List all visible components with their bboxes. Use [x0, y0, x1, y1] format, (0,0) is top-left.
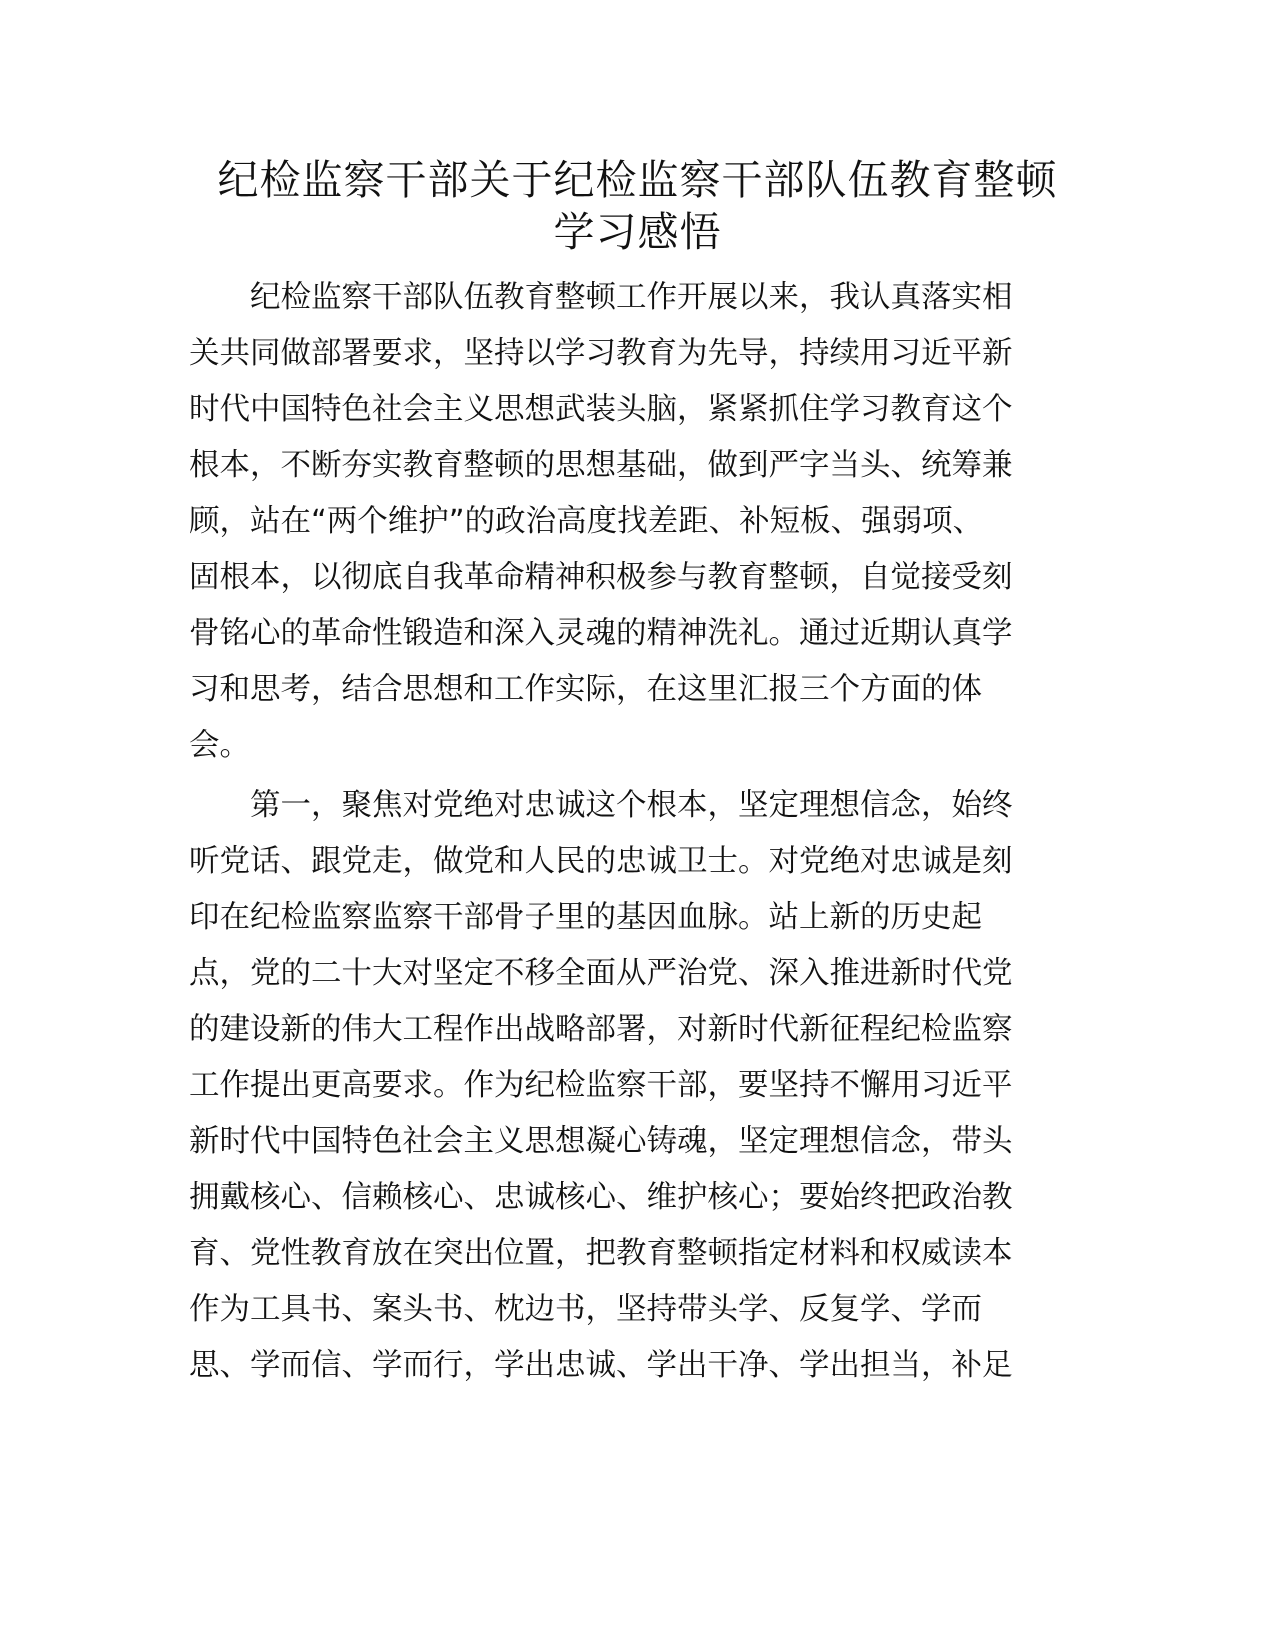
paragraph-2-line: 印在纪检监察监察干部骨子里的基因血脉。站上新的历史起 — [189, 900, 982, 935]
document-title-line-2: 学习感悟 — [553, 208, 722, 256]
paragraph-2-line: 拥戴核心、信赖核心、忠诚核心、维护核心；要始终把政治教 — [189, 1180, 1013, 1215]
paragraph-2-line: 育、党性教育放在突出位置，把教育整顿指定材料和权威读本 — [189, 1236, 1013, 1271]
paragraph-1-line: 顾，站在“两个维护”的政治高度找差距、补短板、强弱项、 — [189, 504, 984, 539]
paragraph-1-line: 关共同做部署要求，坚持以学习教育为先导，持续用习近平新 — [189, 336, 1013, 371]
paragraph-2-line: 听党话、跟党走，做党和人民的忠诚卫士。对党绝对忠诚是刻 — [189, 844, 1013, 879]
paragraph-2-line: 的建设新的伟大工程作出战略部署，对新时代新征程纪检监察 — [189, 1012, 1013, 1047]
paragraph-1-line: 习和思考，结合思想和工作实际，在这里汇报三个方面的体 — [189, 672, 982, 707]
paragraph-2-line: 点，党的二十大对坚定不移全面从严治党、深入推进新时代党 — [189, 956, 1013, 991]
paragraph-2-line: 第一，聚焦对党绝对忠诚这个根本，坚定理想信念，始终 — [189, 788, 1013, 823]
paragraph-2-line: 新时代中国特色社会主义思想凝心铸魂，坚定理想信念，带头 — [189, 1124, 1013, 1159]
document-title-line-1: 纪检监察干部关于纪检监察干部队伍教育整顿 — [217, 156, 1058, 204]
paragraph-2-line: 工作提出更高要求。作为纪检监察干部，要坚持不懈用习近平 — [189, 1068, 1013, 1103]
paragraph-2-line: 作为工具书、案头书、枕边书，坚持带头学、反复学、学而 — [189, 1292, 982, 1327]
paragraph-1-line: 纪检监察干部队伍教育整顿工作开展以来，我认真落实相 — [189, 280, 1013, 315]
paragraph-1-line: 骨铭心的革命性锻造和深入灵魂的精神洗礼。通过近期认真学 — [189, 616, 1013, 651]
paragraph-2-line: 思、学而信、学而行，学出忠诚、学出干净、学出担当，补足 — [189, 1348, 1013, 1383]
paragraph-1-line: 时代中国特色社会主义思想武装头脑，紧紧抓住学习教育这个 — [189, 392, 1013, 427]
paragraph-1-line: 会。 — [189, 728, 250, 763]
paragraph-1-line: 根本，不断夯实教育整顿的思想基础，做到严字当头、统筹兼 — [189, 448, 1013, 483]
paragraph-1-line: 固根本，以彻底自我革命精神积极参与教育整顿，自觉接受刻 — [189, 560, 1013, 595]
